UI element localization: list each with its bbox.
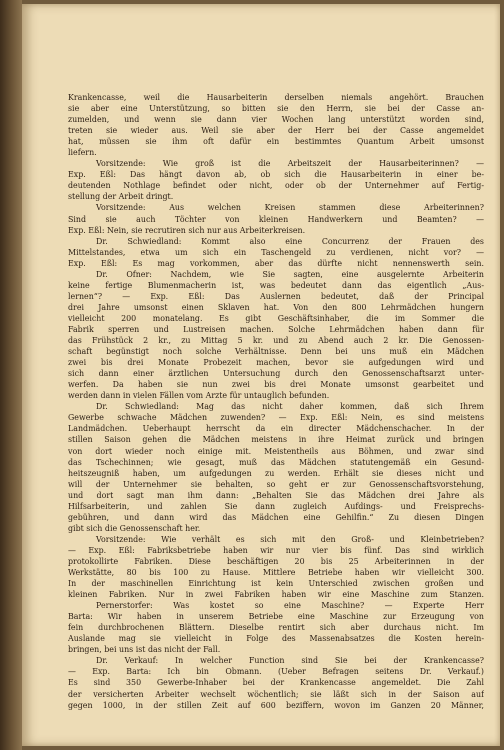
text-line: Vorsitzende: Wie groß ist die Arbeitszeit der Hausarbeiterinnen? — bbox=[96, 159, 484, 169]
text-line: der versicherten Arbeiter wechselt wöchentlich; sie läßt sich in der Saison auf bbox=[68, 689, 484, 699]
book-binding bbox=[0, 0, 22, 750]
text-line: Gewerbe schwache Mädchen zuwenden? — Exp. Eßl: Nein, es sind meistens bbox=[68, 413, 484, 423]
text-line: Vorsitzende: Aus welchen Kreisen stammen diese Arbeiterinnen? bbox=[96, 203, 484, 213]
text-line: hat, müssen sie ihm oft dafür ein bestimmtes Quantum Arbeit umsonst bbox=[68, 137, 484, 147]
text-line: und dort sagt man ihm dann: „Behalten Sie das Mädchen drei Jahre als bbox=[68, 490, 484, 500]
text-line: Sind sie auch Töchter von kleinen Handwerkern und Beamten? — bbox=[68, 214, 484, 224]
text-line: Krankencasse, weil die Hausarbeiterin derselben niemals angehört. Brauchen bbox=[68, 93, 484, 102]
text-line: stellung der Arbeit dringt. bbox=[68, 192, 174, 202]
text-line: Werkstätte, 80 bis 100 zu Hause. Mittlere Betriebe haben wir vielleicht 300. bbox=[68, 568, 484, 578]
text-line: gegen 1000, in der stillen Zeit auf 600 beziffern, wovon im Ganzen 20 Männer, bbox=[68, 700, 484, 710]
text-line: fein durchbrochenen Blättern. Dieselbe rentirt sich aber durchaus nicht. Im bbox=[68, 623, 484, 633]
text-line: werden dann in vielen Fällen vom Arzte für untauglich befunden. bbox=[68, 391, 330, 401]
text-line: zumelden, und wenn sie dann vier Wochen lang unterstützt worden sind, bbox=[68, 115, 484, 125]
text-line: heitszeugniß haben, um aufgedungen zu werden. Erhält sie dieses nicht und bbox=[68, 468, 484, 478]
text-line: Dr. Ofner: Nachdem, wie Sie sagten, eine ausgelernte Arbeiterin bbox=[96, 269, 484, 279]
text-line: keine fertige Blumenmacherin ist, was bedeutet dann das eigentlich „Aus- bbox=[68, 280, 484, 290]
text-line: Exp. Eßl: Es mag vorkommen, aber das dürfte nicht nennenswerth sein. bbox=[68, 258, 484, 268]
text-line: treten sie wieder aus. Weil sie aber der Herr bei der Casse angemeldet bbox=[68, 126, 484, 136]
text-line: Barta: Wir haben in unserem Betriebe eine Maschine zur Erzeugung von bbox=[68, 612, 484, 622]
text-line: kleinen Fabriken. Nur in zwei Fabriken haben wir eine Maschine zum Stanzen. bbox=[68, 590, 484, 600]
text-line: bringen, bei uns ist das nicht der Fall. bbox=[68, 645, 221, 655]
text-line: Auslande mag sie vielleicht in Folge des Massenabsatzes die Kosten herein- bbox=[68, 634, 484, 644]
text-line: deutenden Nothlage befindet oder nicht, oder ob der Unternehmer auf Fertig- bbox=[68, 181, 484, 191]
text-line: Fabrik sperren und Lustreisen machen. Solche Lehrmädchen haben dann für bbox=[68, 324, 484, 334]
text-line: Exp. Eßl: Das hängt davon ab, ob sich die Hausarbeiterin in einer be- bbox=[68, 170, 484, 180]
text-line: Pernerstorfer: Was kostet so eine Maschine? — Experte Herr bbox=[96, 601, 484, 611]
text-line: lernen“? — Exp. Eßl: Das Auslernen bedeutet, daß der Principal bbox=[68, 291, 484, 301]
text-line: von dort wieder noch einige mit. Meistentheils aus Böhmen, und zwar sind bbox=[68, 446, 484, 456]
text-line: Mittelstandes, etwa um sich ein Taschengeld zu verdienen, nicht vor? — bbox=[68, 247, 484, 257]
text-line: vielleicht 200 monatelang. Es gibt Geschäftsinhaber, die im Sommer die bbox=[68, 313, 484, 323]
text-line: will der Unternehmer sie behalten, so geht er zur Genossenschaftsvorstehung, bbox=[68, 479, 484, 489]
text-line: sich dann einer ärztlichen Untersuchung durch den Genossenschaftsarzt unter- bbox=[68, 369, 484, 379]
text-line: das Tschechinnen; wie gesagt, muß das Mädchen statutengemäß ein Gesund- bbox=[68, 457, 484, 467]
page-text-block bbox=[68, 92, 484, 742]
text-line: Dr. Schwiedland: Kommt also eine Concurrenz der Frauen des bbox=[96, 236, 484, 246]
text-line: protokollirte Fabriken. Diese beschäftigen 20 bis 25 Arbeiterinnen in der bbox=[68, 556, 484, 566]
text-line: Landmädchen. Ueberhaupt herrscht da ein directer Mädchenschacher. In der bbox=[68, 424, 484, 434]
text-line: Es sind 350 Gewerbe-Inhaber bei der Krankencasse angemeldet. Die Zahl bbox=[68, 678, 484, 688]
text-line: gibt sich die Genossenschaft her. bbox=[68, 523, 201, 533]
text-line: Exp. Eßl: Nein, sie recrutiren sich nur aus Arbeiterkreisen. bbox=[68, 225, 306, 235]
text-line: Hilfsarbeiterin, und zahlen Sie dann zugleich Aufdings- und Freisprechs- bbox=[68, 501, 484, 511]
text-line: drei Jahre umsonst einen Sklaven hat. Von den 800 Lehrmädchen hungern bbox=[68, 302, 484, 312]
text-line: Dr. Verkauf: In welcher Function sind Sie bei der Krankencasse? bbox=[96, 656, 484, 666]
text-line: sie aber eine Unterstützung, so bitten sie den Herrn, sie bei der Casse an- bbox=[68, 104, 484, 114]
text-line: das Frühstück 2 kr., zu Mittag 5 kr. und zu Abend auch 2 kr. Die Genossen- bbox=[68, 336, 484, 346]
text-line: liefern. bbox=[68, 148, 97, 158]
text-line: Vorsitzende: Wie verhält es sich mit den Groß- und Kleinbetrieben? bbox=[96, 534, 484, 544]
text-line: zwei bis drei Monate Probezeit machen, bevor sie aufgedungen wird und bbox=[68, 358, 484, 368]
text-line: stillen Saison gehen die Mädchen meistens in ihre Heimat zurück und bringen bbox=[68, 435, 484, 445]
text-line: In der maschinellen Einrichtung ist kein Unterschied zwischen großen und bbox=[68, 579, 484, 589]
text-line: — Exp. Eßl: Fabriksbetriebe haben wir nur vier bis fünf. Das sind wirklich bbox=[68, 545, 484, 555]
text-line: werfen. Da haben sie nun zwei bis drei Monate umsonst gearbeitet und bbox=[68, 380, 484, 390]
text-line: Dr. Schwiedland: Mag das nicht daher kommen, daß sich Ihrem bbox=[96, 402, 484, 412]
text-line: gebühren, und dann wird das Mädchen eine Gehilfin.“ Zu diesen Dingen bbox=[68, 512, 484, 522]
text-line: schaft begünstigt noch solche Verhältnisse. Denn bei uns muß ein Mädchen bbox=[68, 347, 484, 357]
text-line: — Exp. Barta: Ich bin Obmann. (Ueber Befragen seitens Dr. Verkauf.) bbox=[68, 667, 484, 677]
